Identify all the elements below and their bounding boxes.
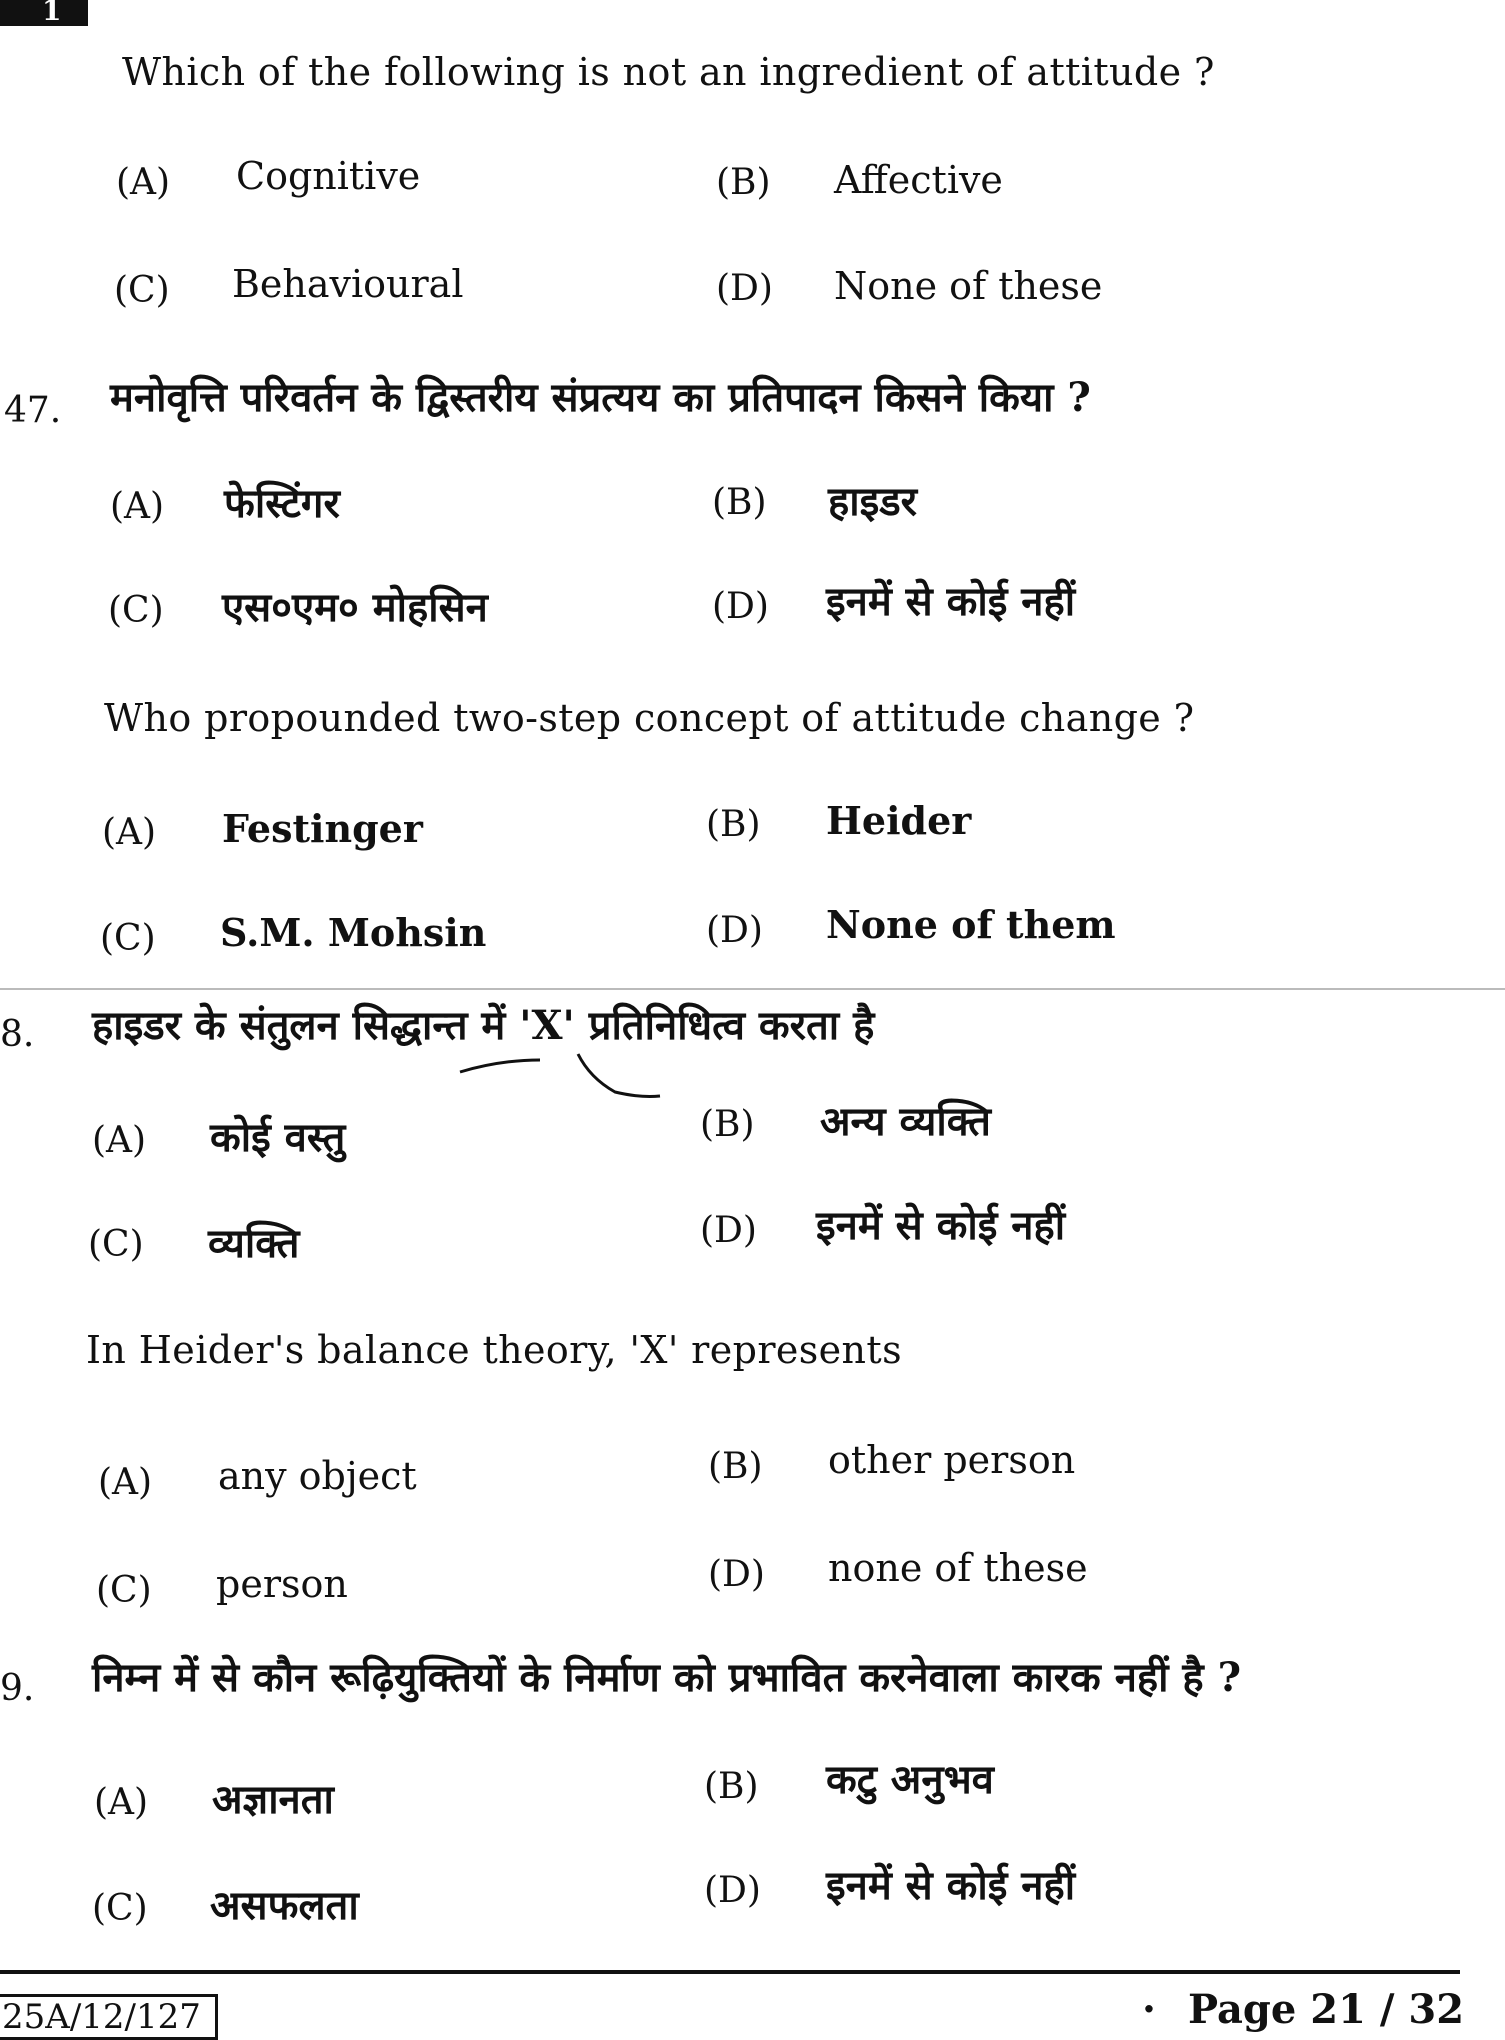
q47-en-label-d: (D) (706, 910, 763, 951)
footer-bullet: · (1142, 1986, 1156, 2033)
q46-en-label-a: (A) (116, 162, 171, 203)
q47-en-option-d: None of them (826, 902, 1116, 947)
q48-en-option-b: other person (828, 1438, 1076, 1482)
q48-hi-option-b: अन्य व्यक्ति (820, 1098, 991, 1145)
q47-hi-option-d: इनमें से कोई नहीं (826, 578, 1076, 625)
q47-hi-label-a: (A) (110, 486, 165, 527)
q46-en-option-a: Cognitive (236, 154, 421, 198)
q47-number: 47. (4, 390, 62, 431)
q48-en-option-d: none of these (828, 1546, 1088, 1590)
q48-en-label-b: (B) (708, 1446, 763, 1487)
q46-en-label-c: (C) (114, 270, 170, 311)
handwritten-underline-mark (440, 1040, 680, 1100)
q46-en-option-c: Behavioural (232, 262, 464, 306)
q48-hi-option-a: कोई वस्तु (210, 1114, 346, 1161)
q49-hi-option-d: इनमें से कोई नहीं (826, 1862, 1076, 1909)
q46-en-question: Which of the following is not an ingredient of attitude ? (122, 50, 1215, 94)
q48-en-label-c: (C) (96, 1570, 152, 1611)
q47-en-label-a: (A) (102, 812, 157, 853)
section-divider (0, 988, 1505, 990)
q48-hi-option-d: इनमें से कोई नहीं (816, 1202, 1066, 1249)
q48-hi-question: हाइडर के संतुलन सिद्धान्त में 'X' प्रतिनिधित्व करता है (92, 1002, 875, 1049)
q48-en-label-a: (A) (98, 1462, 153, 1503)
q49-hi-question: निम्न में से कौन रूढ़ियुक्तियों के निर्माण को प्रभावित करनेवाला कारक नहीं है ? (92, 1654, 1242, 1701)
q47-en-option-b: Heider (826, 798, 972, 843)
q47-hi-question: मनोवृत्ति परिवर्तन के द्विस्तरीय संप्रत्यय का प्रतिपादन किसने किया ? (110, 374, 1091, 421)
q49-hi-option-b: कटु अनुभव (826, 1756, 994, 1803)
q49-hi-label-c: (C) (92, 1888, 148, 1929)
q49-hi-option-a: अज्ञानता (212, 1776, 334, 1823)
q48-hi-label-c: (C) (88, 1224, 144, 1265)
q47-hi-label-c: (C) (108, 590, 164, 631)
q47-en-label-b: (B) (706, 804, 761, 845)
paper-code: 25A/12/127 (0, 1994, 218, 2040)
q49-number: 9. (0, 1668, 35, 1709)
q48-en-label-d: (D) (708, 1554, 765, 1595)
q48-hi-option-c: व्यक्ति (208, 1220, 300, 1267)
q46-en-option-b: Affective (834, 158, 1003, 202)
q46-en-option-d: None of these (834, 264, 1103, 308)
q48-hi-label-b: (B) (700, 1104, 755, 1145)
q49-hi-label-b: (B) (704, 1766, 759, 1807)
q48-en-option-c: person (216, 1562, 348, 1606)
q48-hi-label-a: (A) (92, 1120, 147, 1161)
q48-en-option-a: any object (218, 1454, 417, 1498)
q46-en-label-b: (B) (716, 162, 771, 203)
footer-rule (0, 1970, 1460, 1974)
q47-hi-option-b: हाइडर (828, 478, 917, 525)
q46-en-label-d: (D) (716, 268, 773, 309)
q47-en-question: Who propounded two-step concept of attitude change ? (104, 696, 1195, 740)
q48-hi-label-d: (D) (700, 1210, 757, 1251)
q49-hi-option-c: असफलता (210, 1882, 359, 1929)
q47-en-label-c: (C) (100, 918, 156, 959)
q47-en-option-a: Festinger (222, 806, 423, 851)
page-number: Page 21 / 32 (1188, 1986, 1465, 2033)
corner-mark: 1 (0, 0, 88, 26)
q49-hi-label-a: (A) (94, 1782, 149, 1823)
q47-hi-option-a: फेस्टिंगर (224, 480, 340, 527)
q47-en-option-c: S.M. Mohsin (220, 910, 487, 955)
q48-en-question: In Heider's balance theory, 'X' represents (86, 1328, 903, 1372)
q47-hi-option-c: एस०एम० मोहसिन (222, 584, 488, 631)
q48-number: 8. (0, 1014, 35, 1055)
q47-hi-label-d: (D) (712, 586, 769, 627)
q49-hi-label-d: (D) (704, 1870, 761, 1911)
q47-hi-label-b: (B) (712, 482, 767, 523)
